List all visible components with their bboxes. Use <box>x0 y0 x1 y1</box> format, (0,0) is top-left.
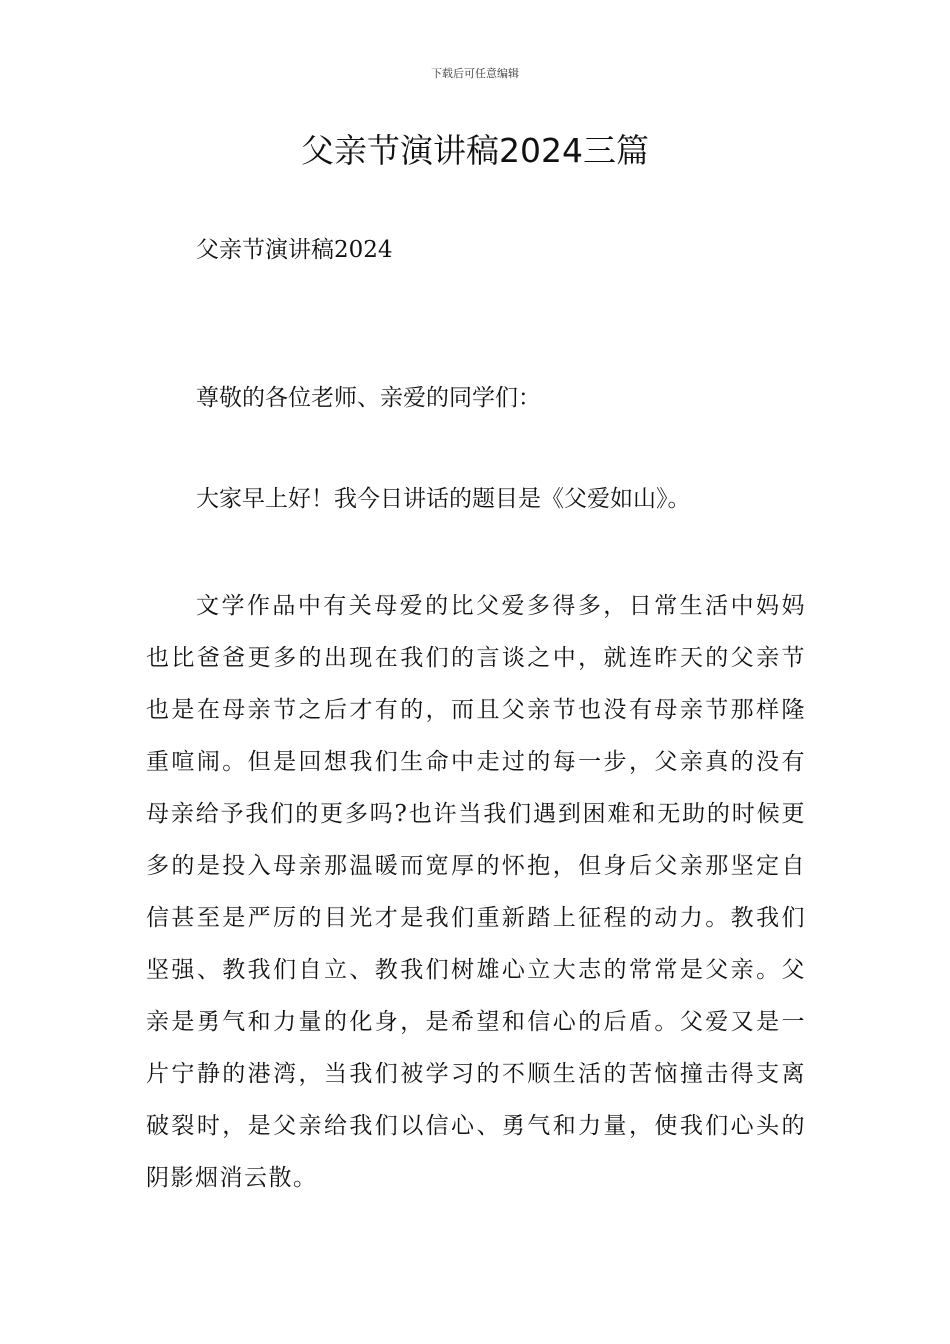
document-title: 父亲节演讲稿2024三篇 <box>301 131 649 170</box>
greeting-line: 尊敬的各位老师、亲爱的同学们： <box>196 385 541 411</box>
opening-line: 大家早上好！我今日讲话的题目是《父爱如山》。 <box>196 486 691 512</box>
body-paragraph: 文学作品中有关母爱的比父爱多得多，日常生活中妈妈也比爸爸更多的出现在我们的言谈之中，就连昨天的父亲节也是在母亲节之后才有的，而且父亲节也没有母亲节那样隆重喧闹。但是回想我们生命中走过的每一步，父亲真的没有母亲给予我们的更多吗?也许当我们遇到困难和无助的时候更多的是投入母亲那温暖而宽厚的怀抱，但身后父亲那坚定自信甚至是严厉的目光才是我们重新踏上征程的动力。教我们坚强、教我们自立、教我们树雄心立大志的常常是父亲。父亲是勇气和力量的化身，是希望和信心的后盾。父爱又是一片宁静的港湾，当我们被学习的不顺生活的苦恼撞击得支离破裂时，是父亲给我们以信心、勇气和力量，使我们心头的阴影烟消云散。 <box>146 593 806 1191</box>
document-subtitle: 父亲节演讲稿2024 <box>196 237 393 263</box>
header-note: 下载后可任意编辑 <box>431 67 519 80</box>
